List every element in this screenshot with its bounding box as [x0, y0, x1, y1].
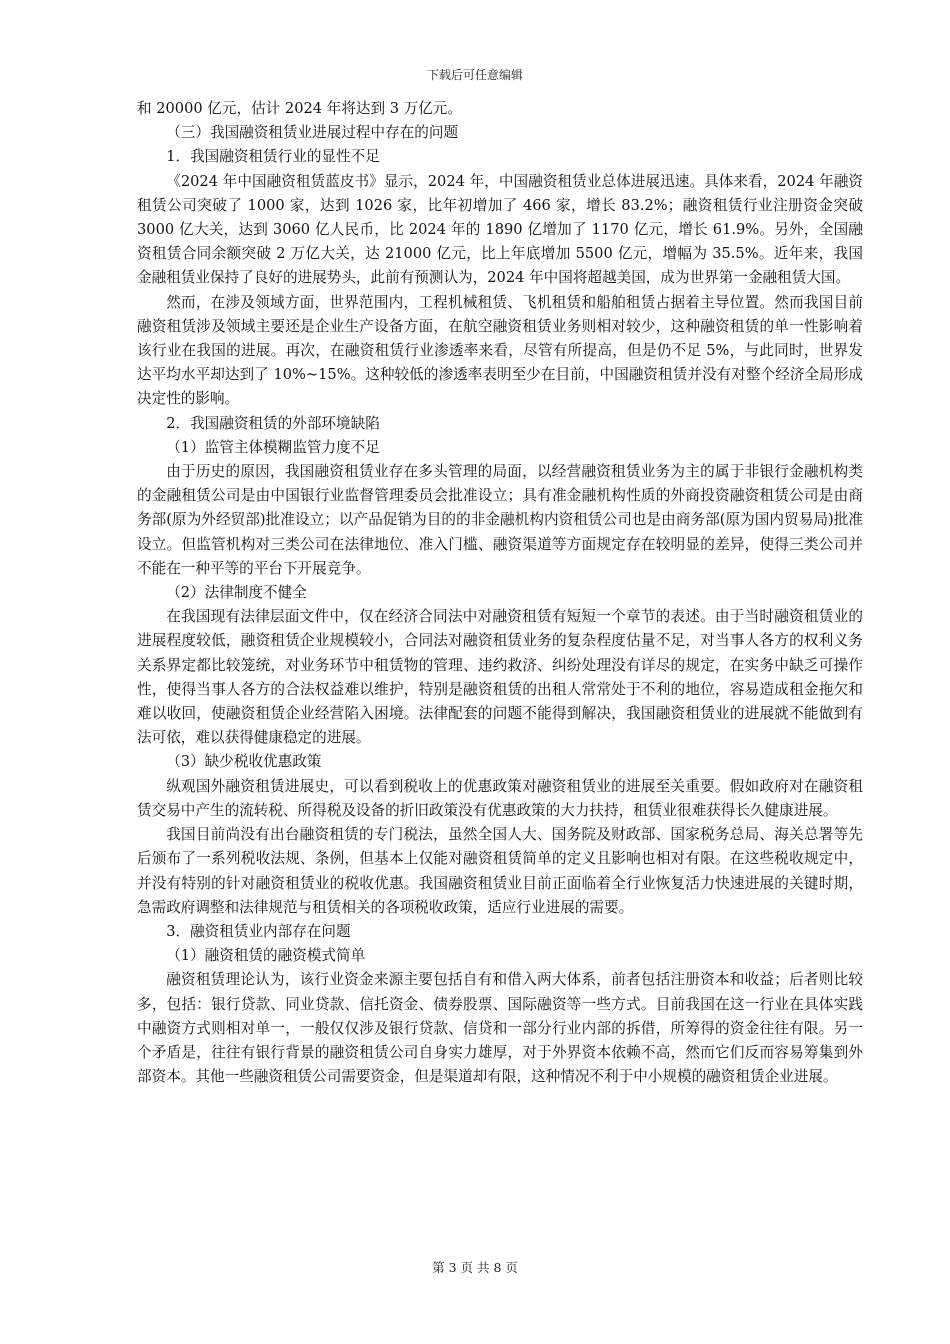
body-paragraph: 《2024 年中国融资租赁蓝皮书》显示，2024 年，中国融资租赁业总体进展迅速。具体来看，2024 年融资租赁公司突破了 1000 家，达到 1026 家，比年初增加了 466 家，增长 83.2%；融资租赁行业注册资金突破 3000 亿大关，达到 3060 亿人民币，比 2024 年的 1890 亿增加了 1170 亿元，增长 61.9%。另外，全国融资租赁合同余额突破 2 万亿大关，达 21000 亿元，比上年底增加 5500 亿元，增幅为 35.5%。近年来，我国金融租赁业保持了良好的进展势头，此前有预测认为，2024 年中国将超越美国，成为世界第一金融租赁大国。	[137, 172, 863, 287]
subsection-heading: 1．我国融资租赁行业的显性不足	[166, 148, 380, 166]
page-header: 下载后可任意编辑	[426, 68, 523, 82]
document-body	[137, 97, 863, 1089]
page-footer: 第 3 页 共 8 页	[432, 1260, 518, 1275]
subsection-heading: 2．我国融资租赁的外部环境缺陷	[166, 414, 380, 432]
item-heading: （2）法律制度不健全	[166, 584, 307, 602]
body-paragraph: 纵观国外融资租赁进展史，可以看到税收上的优惠政策对融资租赁业的进展至关重要。假如政府对在融资租赁交易中产生的流转税、所得税及设备的折旧政策没有优惠政策的大力扶持，租赁业很难获得长久健康进展。	[137, 777, 863, 819]
subsection-heading: 3．融资租赁业内部存在问题	[166, 922, 351, 940]
item-heading: （3）缺少税收优惠政策	[166, 753, 322, 771]
section-heading: （三）我国融资租赁业进展过程中存在的问题	[166, 124, 459, 142]
body-paragraph: 然而，在涉及领域方面，世界范围内，工程机械租赁、飞机租赁和船舶租赁占据着主导位置。然而我国目前融资租赁涉及领域主要还是企业生产设备方面，在航空融资租赁业务则相对较少，这种融资租赁的单一性影响着该行业在我国的进展。再次，在融资租赁行业渗透率来看，尽管有所提高，但是仍不足 5%，与此同时，世界发达平均水平却达到了 10%~15%。这种较低的渗透率表明至少在目前，中国融资租赁并没有对整个经济全局形成决定性的影响。	[137, 293, 863, 408]
item-heading: （1）融资租赁的融资模式简单	[166, 947, 366, 965]
body-paragraph: 由于历史的原因，我国融资租赁业存在多头管理的局面，以经营融资租赁业务为主的属于非银行金融机构类的金融租赁公司是由中国银行业监督管理委员会批准设立；具有准金融机构性质的外商投资融资租赁公司是由商务部(原为外经贸部)批准设立；以产品促销为目的的非金融机构内资租赁公司也是由商务部(原为国内贸易局)批准设立。但监管机构对三类公司在法律地位、准入门槛、融资渠道等方面规定存在较明显的差异，使得三类公司并不能在一种平等的平台下开展竞争。	[137, 463, 863, 577]
body-paragraph: 我国目前尚没有出台融资租赁的专门税法，虽然全国人大、国务院及财政部、国家税务总局、海关总署等先后颁布了一系列税收法规、条例，但基本上仅能对融资租赁简单的定义且影响也相对有限。在这些税收规定中，并没有特别的针对融资租赁业的税收优惠。我国融资租赁业目前正面临着全行业恢复活力快速进展的关键时期，急需政府调整和法律规范与租赁相关的各项税收政策，适应行业进展的需要。	[137, 826, 863, 916]
body-paragraph: 在我国现有法律层面文件中，仅在经济合同法中对融资租赁有短短一个章节的表述。由于当时融资租赁业的进展程度较低，融资租赁企业规模较小，合同法对融资租赁业务的复杂程度估量不足，对当事人各方的权利义务关系界定都比较笼统，对业务环节中租赁物的管理、违约救济、纠纷处理没有详尽的规定，在实务中缺乏可操作性，使得当事人各方的合法权益难以维护，特别是融资租赁的出租人常常处于不利的地位，容易造成租金拖欠和难以收回，使融资租赁企业经营陷入困境。法律配套的问题不能得到解决，我国融资租赁业的进展就不能做到有法可依，难以获得健康稳定的进展。	[137, 608, 863, 747]
paragraph-continuation: 和 20000 亿元，估计 2024 年将达到 3 万亿元。	[137, 100, 462, 117]
body-paragraph: 融资租赁理论认为，该行业资金来源主要包括自有和借入两大体系，前者包括注册资本和收益；后者则比较多，包括：银行贷款、同业贷款、信托资金、债券股票、国际融资等一些方式。目前我国在这一行业在具体实践中融资方式则相对单一，一般仅仅涉及银行贷款、信贷和一部分行业内部的拆借，所筹得的资金往往有限。另一个矛盾是，往往有银行背景的融资租赁公司自身实力雄厚，对于外界资本依赖不高，然而它们反而容易筹集到外部资本。其他一些融资租赁公司需要资金，但是渠道却有限，这种情况不利于中小规模的融资租赁企业进展。	[137, 971, 863, 1086]
item-heading: （1）监管主体模糊监管力度不足	[166, 438, 380, 456]
